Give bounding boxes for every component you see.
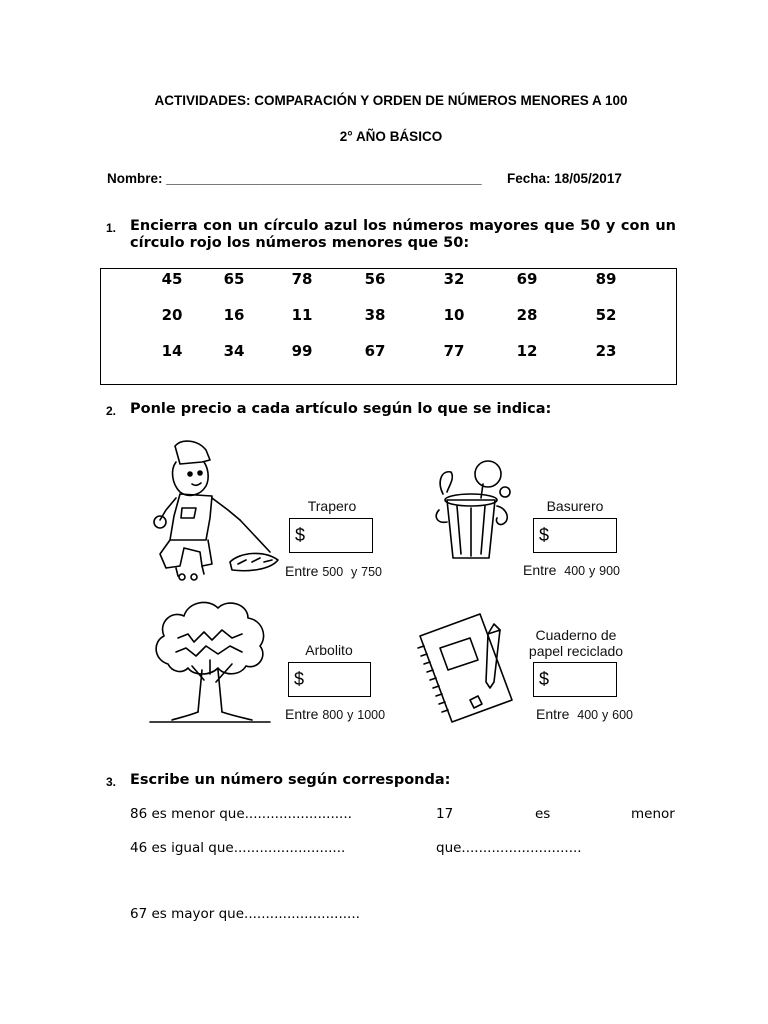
dollar-sign: $ bbox=[539, 525, 550, 545]
number-cell[interactable]: 56 bbox=[364, 270, 386, 288]
range-entre: Entre bbox=[536, 706, 570, 722]
fill-in-line-86[interactable]: 86 es menor que......................... bbox=[130, 806, 352, 822]
number-cell[interactable]: 65 bbox=[223, 270, 245, 288]
number-cell[interactable]: 28 bbox=[516, 306, 538, 324]
dollar-sign: $ bbox=[539, 669, 550, 689]
range-max: 1000 bbox=[357, 708, 386, 722]
item-label-trapero: Trapero bbox=[307, 498, 357, 514]
number-cell[interactable]: 23 bbox=[595, 342, 617, 360]
price-range-cuaderno bbox=[536, 706, 633, 722]
question-3-text: Escribe un número según corresponda: bbox=[130, 772, 451, 788]
number-cell[interactable]: 16 bbox=[223, 306, 245, 324]
item-label-cuaderno-line-1: Cuaderno de bbox=[535, 627, 617, 643]
name-field-label: Nombre: __________________________________________ bbox=[107, 171, 482, 186]
number-cell[interactable]: 78 bbox=[291, 270, 313, 288]
number-cell[interactable]: 52 bbox=[595, 306, 617, 324]
number-cell[interactable]: 10 bbox=[443, 306, 465, 324]
mop-boy-icon bbox=[140, 436, 285, 582]
grade-subtitle: 2° AÑO BÁSICO bbox=[339, 129, 443, 144]
number-cell[interactable]: 69 bbox=[516, 270, 538, 288]
price-range-arbolito bbox=[285, 706, 385, 722]
number-cell[interactable]: 20 bbox=[161, 306, 183, 324]
range-entre: Entre bbox=[523, 562, 557, 578]
item-label-cuaderno bbox=[518, 627, 634, 659]
tree-icon bbox=[148, 594, 272, 726]
number-cell[interactable]: 11 bbox=[291, 306, 313, 324]
item-label-cuaderno-line-2: papel reciclado bbox=[528, 643, 624, 659]
dollar-sign: $ bbox=[295, 525, 306, 545]
number-cell[interactable]: 34 bbox=[223, 342, 245, 360]
fill-in-17-word-1: 17 bbox=[436, 806, 454, 822]
price-input-basurero[interactable] bbox=[533, 518, 617, 553]
price-input-cuaderno[interactable] bbox=[533, 662, 617, 697]
fill-in-line-17-que[interactable]: que............................ bbox=[436, 840, 582, 856]
number-cell[interactable]: 45 bbox=[161, 270, 183, 288]
price-input-arbolito[interactable] bbox=[288, 662, 371, 697]
question-1-text bbox=[130, 218, 676, 252]
number-cell[interactable]: 67 bbox=[364, 342, 386, 360]
range-max: 750 bbox=[361, 565, 382, 579]
range-min: 400 bbox=[577, 708, 599, 722]
price-input-trapero[interactable] bbox=[289, 518, 373, 553]
fill-in-17-word-2: es bbox=[535, 806, 551, 822]
question-1-line-2: círculo rojo los números menores que 50: bbox=[130, 235, 470, 251]
range-y: y bbox=[602, 708, 609, 722]
number-cell[interactable]: 12 bbox=[516, 342, 538, 360]
range-min: 800 bbox=[322, 708, 344, 722]
range-min: 500 bbox=[322, 565, 344, 579]
item-label-basurero: Basurero bbox=[546, 498, 604, 514]
number-cell[interactable]: 99 bbox=[291, 342, 313, 360]
question-3-number: 3. bbox=[106, 775, 117, 789]
range-max: 600 bbox=[612, 708, 633, 722]
range-y: y bbox=[351, 565, 358, 579]
question-2-text: Ponle precio a cada artículo según lo que se indica: bbox=[130, 401, 552, 417]
number-cell[interactable]: 38 bbox=[364, 306, 386, 324]
number-cell[interactable]: 32 bbox=[443, 270, 465, 288]
fill-in-17-word-3: menor bbox=[631, 806, 675, 822]
question-2-number: 2. bbox=[106, 404, 117, 418]
price-range-trapero bbox=[285, 563, 382, 579]
item-label-arbolito: Arbolito bbox=[305, 642, 353, 658]
range-y: y bbox=[347, 708, 354, 722]
range-max: 900 bbox=[599, 564, 620, 578]
number-cell[interactable]: 77 bbox=[443, 342, 465, 360]
page-title: ACTIVIDADES: COMPARACIÓN Y ORDEN DE NÚMEROS MENORES A 100 bbox=[154, 93, 628, 108]
price-range-basurero bbox=[523, 562, 620, 578]
fill-in-line-67[interactable]: 67 es mayor que........................... bbox=[130, 906, 360, 922]
number-cell[interactable]: 89 bbox=[595, 270, 617, 288]
range-y: y bbox=[589, 564, 596, 578]
range-entre: Entre bbox=[285, 706, 319, 722]
date-label: Fecha: 18/05/2017 bbox=[507, 171, 622, 186]
range-entre: Entre bbox=[285, 563, 319, 579]
question-1-number: 1. bbox=[106, 221, 117, 235]
dollar-sign: $ bbox=[294, 669, 305, 689]
range-min: 400 bbox=[564, 564, 586, 578]
number-cell[interactable]: 14 bbox=[161, 342, 183, 360]
question-1-line-1: Encierra con un círculo azul los números mayores que 50 y con un bbox=[130, 218, 676, 234]
notebook-icon bbox=[414, 608, 516, 726]
fill-in-line-46[interactable]: 46 es igual que.......................... bbox=[130, 840, 346, 856]
trash-can-icon bbox=[433, 458, 523, 566]
